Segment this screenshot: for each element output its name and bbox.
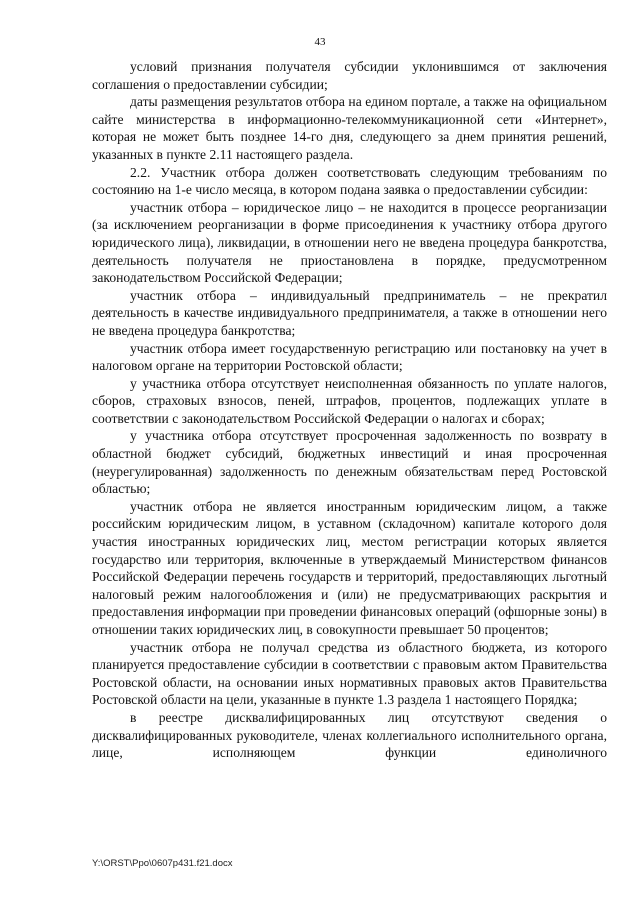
paragraph: условий признания получателя субсидии уклонившимся от заключения соглашения о предоставлении субсидии;	[92, 59, 607, 92]
paragraph: участник отбора не является иностранным юридическим лицом, а также российским юридическим лицом, в уставном (складочном) капитале которого доля участия иностранных юридических лиц, местом регистрации которых является государство или территория, включенные в утверждаемый Министерством финансов Российской Федерации перечень государств и территорий, предоставляющих льготный налоговый режим налогообложения и (или) не предусматривающих раскрытия и предоставления информации при проведении финансовых операций (офшорные зоны) в отношении таких юридических лиц, в совокупности превышает 50 процентов;	[92, 498, 607, 637]
paragraph: 2.2. Участник отбора должен соответствовать следующим требованиям по состоянию на 1-е число месяца, в котором подана заявка о предоставлении субсидии:	[92, 164, 607, 198]
paragraph: в реестре дисквалифицированных лиц отсутствуют сведения о дисквалифицированных руководителе, членах коллегиального исполнительного органа, лице, исполняющем функции единоличного	[92, 709, 607, 761]
page-number: 43	[314, 36, 326, 48]
document-body	[92, 58, 607, 762]
footer-file-path: Y:\ORST\Ppo\0607p431.f21.docx	[92, 858, 233, 869]
paragraph: участник отбора – юридическое лицо – не находится в процессе реорганизации (за исключением реорганизации в форме присоединения к участнику отбора другого юридического лица), ликвидации, в отношении него не введена процедура банкротства, деятельность получателя не приостановлена в порядке, предусмотренном законодательством Российской Федерации;	[92, 199, 607, 286]
paragraph: участник отбора имеет государственную регистрацию или постановку на учет в налоговом органе на территории Ростовской области;	[92, 340, 607, 374]
paragraph: участник отбора не получал средства из областного бюджета, из которого планируется предоставление субсидии в соответствии с правовым актом Правительства Ростовской области, на основании иных нормативных правовых актов Правительства Ростовской области на цели, указанные в пункте 1.3 раздела 1 настоящего Порядка;	[92, 639, 607, 708]
paragraph: участник отбора – индивидуальный предприниматель – не прекратил деятельность в качестве индивидуального предпринимателя, а также в отношении него не введена процедура банкротства;	[92, 287, 607, 338]
paragraph: у участника отбора отсутствует просроченная задолженность по возврату в областной бюджет субсидий, бюджетных инвестиций и иная просроченная (неурегулированная) задолженность по денежным обязательствам перед Ростовской областью;	[92, 428, 607, 497]
paragraph: у участника отбора отсутствует неисполненная обязанность по уплате налогов, сборов, страховых взносов, пеней, штрафов, процентов, подлежащих уплате в соответствии с законодательством Российской Федерации о налогах и сборах;	[92, 375, 607, 426]
paragraph: даты размещения результатов отбора на едином портале, а также на официальном сайте министерства в информационно-телекоммуникационной сети «Интернет», которая не может быть позднее 14-го дня, следующего за днем принятия решений, указанных в пункте 2.11 настоящего раздела.	[92, 94, 607, 162]
